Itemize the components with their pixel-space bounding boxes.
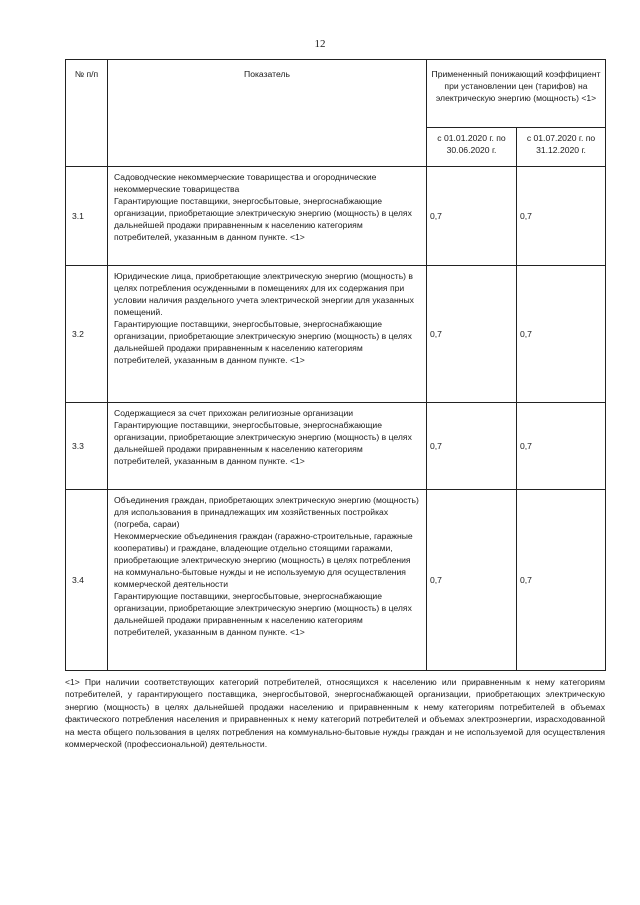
row-indicator-text: Юридические лица, приобретающие электрическую энергию (мощность) в целях потребления осужденными в помещениях для их содержания при условии наличия раздельного учета электрической энергии для указанных помещений. Гарантирующие поставщики, энергосбытовые, энергоснабжающие организации, приобретающие электрическую энергию (мощность) в целях дальнейшей продажи приравненным к населению категориям потребителей, указанным в данном пункте. <1> [108, 266, 427, 403]
row-value-period-2: 0,7 [517, 490, 606, 671]
header-coefficient: Примененный понижающий коэффициент при установлении цен (тарифов) на электрическую энергию (мощность) <1> [427, 60, 606, 128]
row-value-period-1: 0,7 [427, 266, 517, 403]
footnote: <1> При наличии соответствующих категорий потребителей, относящихся к населению или приравненным к нему категориям потребителей, у гарантирующего поставщика, энергосбытовой, энергоснабжающей организации, приобретающих электрическую энергию (мощность) в целях дальнейшей продажи населению и приравненным к нему категориям потребителей в объемах фактического потребления населения и приравненных к нему категорий потребителей и объемах электроэнергии, израсходованной на места общего пользования в целях потребления на коммунально-бытовые нужды граждан и не используемой для осуществления коммерческой (профессиональной) деятельности. [65, 677, 605, 750]
table-row [66, 266, 606, 403]
page-number: 12 [314, 38, 326, 50]
table-row [66, 490, 606, 671]
row-value-period-2: 0,7 [517, 403, 606, 490]
row-number: 3.2 [66, 266, 108, 403]
row-indicator-text: Содержащиеся за счет прихожан религиозные организации Гарантирующие поставщики, энергосбытовые, энергоснабжающие организации, приобретающие электрическую энергию (мощность) в целях дальнейшей продажи приравненным к населению категориям потребителей, указанным в данном пункте. <1> [108, 403, 427, 490]
tariff-coefficient-table [65, 59, 606, 671]
row-value-period-1: 0,7 [427, 490, 517, 671]
row-value-period-1: 0,7 [427, 403, 517, 490]
table-row [66, 403, 606, 490]
row-value-period-1: 0,7 [427, 167, 517, 266]
row-value-period-2: 0,7 [517, 266, 606, 403]
header-num: № п/п [66, 60, 108, 167]
header-indicator: Показатель [108, 60, 427, 167]
row-indicator-text: Объединения граждан, приобретающих электрическую энергию (мощность) для использования в принадлежащих им хозяйственных постройках (погреба, сараи) Некоммерческие объединения граждан (гаражно-строительные, гаражные кооперативы) и граждане, владеющие отдельно стоящими гаражами, приобретающие электрическую энергию (мощность) в целях потребления на коммунально-бытовые нужды и не используемую для осуществления коммерческой деятельности Гарантирующие поставщики, энергосбытовые, энергоснабжающие организации, приобретающие электрическую энергию (мощность) в целях дальнейшей продажи приравненным к населению категориям потребителей, указанным в данном пункте. <1> [108, 490, 427, 671]
row-number: 3.1 [66, 167, 108, 266]
row-indicator-text: Садоводческие некоммерческие товарищества и огороднические некоммерческие товарищества Гарантирующие поставщики, энергосбытовые, энергоснабжающие организации, приобретающие электрическую энергию (мощность) в целях дальнейшей продажи приравненным к населению категориям потребителей, указанным в данном пункте. <1> [108, 167, 427, 266]
header-period-2: с 01.07.2020 г. по 31.12.2020 г. [517, 128, 606, 167]
table-row [66, 167, 606, 266]
row-number: 3.3 [66, 403, 108, 490]
header-period-1: с 01.01.2020 г. по 30.06.2020 г. [427, 128, 517, 167]
table-header-row [66, 60, 606, 128]
row-number: 3.4 [66, 490, 108, 671]
row-value-period-2: 0,7 [517, 167, 606, 266]
